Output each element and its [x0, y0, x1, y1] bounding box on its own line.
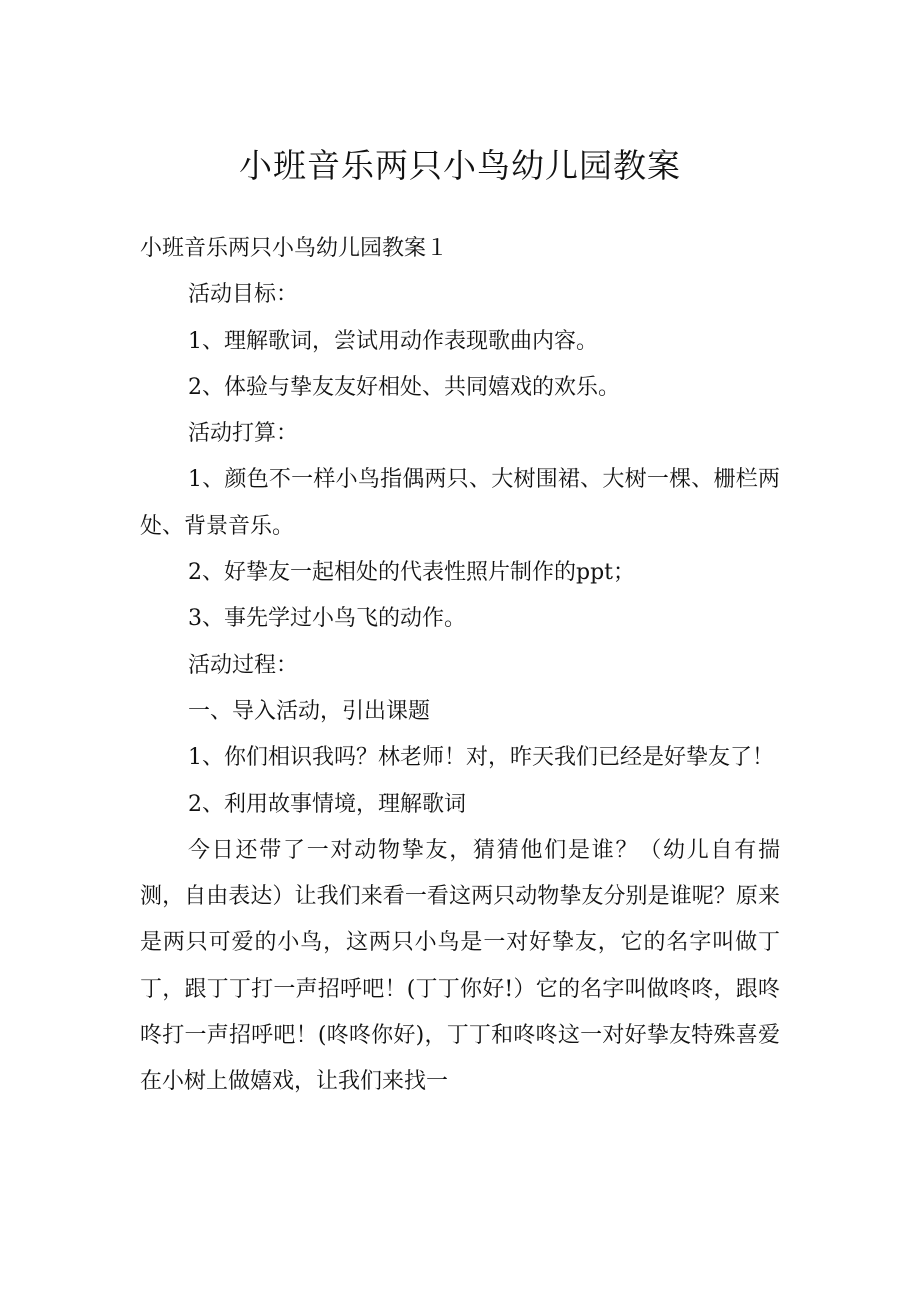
- paragraph-goal-1: 1、理解歌词，尝试用动作表现歌曲内容。: [188, 328, 598, 354]
- paragraph-activity-goals-label: 活动目标：: [188, 282, 299, 308]
- section-heading: 小班音乐两只小鸟幼儿园教案１: [140, 236, 449, 261]
- paragraph-process-step-1: 一、导入活动，引出课题: [188, 698, 431, 724]
- paragraph-intro-1: 1、你们相识我吗？林老师！对，昨天我们已经是好挚友了！: [188, 745, 774, 771]
- paragraph-intro-2: 2、利用故事情境，理解歌词: [188, 791, 466, 817]
- paragraph-preparation-label: 活动打算：: [188, 421, 299, 447]
- document-title: 小班音乐两只小鸟幼儿园教案: [239, 146, 681, 185]
- paragraph-story: 今日还带了一对动物挚友，猜猜他们是谁？（幼儿自有揣测，自由表达）让我们来看一看这两只动物挚友分别是谁呢？原来是两只可爱的小鸟，这两只小鸟是一对好挚友，它的名字叫做丁丁，跟丁丁打一声招呼吧！(丁丁你好!）它的名字叫做咚咚，跟咚咚打一声招呼吧！(咚咚你好)，丁丁和咚咚这一对好挚友特殊喜爱在小树上做嬉戏，让我们来找一: [140, 837, 780, 1095]
- paragraph-preparation-3: 3、事先学过小鸟飞的动作。: [188, 606, 466, 632]
- document-body: [140, 226, 780, 1106]
- paragraph-process-label: 活动过程：: [188, 652, 299, 678]
- paragraph-preparation-2: 2、好挚友一起相处的代表性照片制作的ppt；: [188, 560, 636, 586]
- paragraph-preparation-1: 1、颜色不一样小鸟指偶两只、大树围裙、大树一棵、栅栏两处、背景音乐。: [140, 467, 780, 539]
- paragraph-goal-2: 2、体验与挚友友好相处、共同嬉戏的欢乐。: [188, 374, 620, 400]
